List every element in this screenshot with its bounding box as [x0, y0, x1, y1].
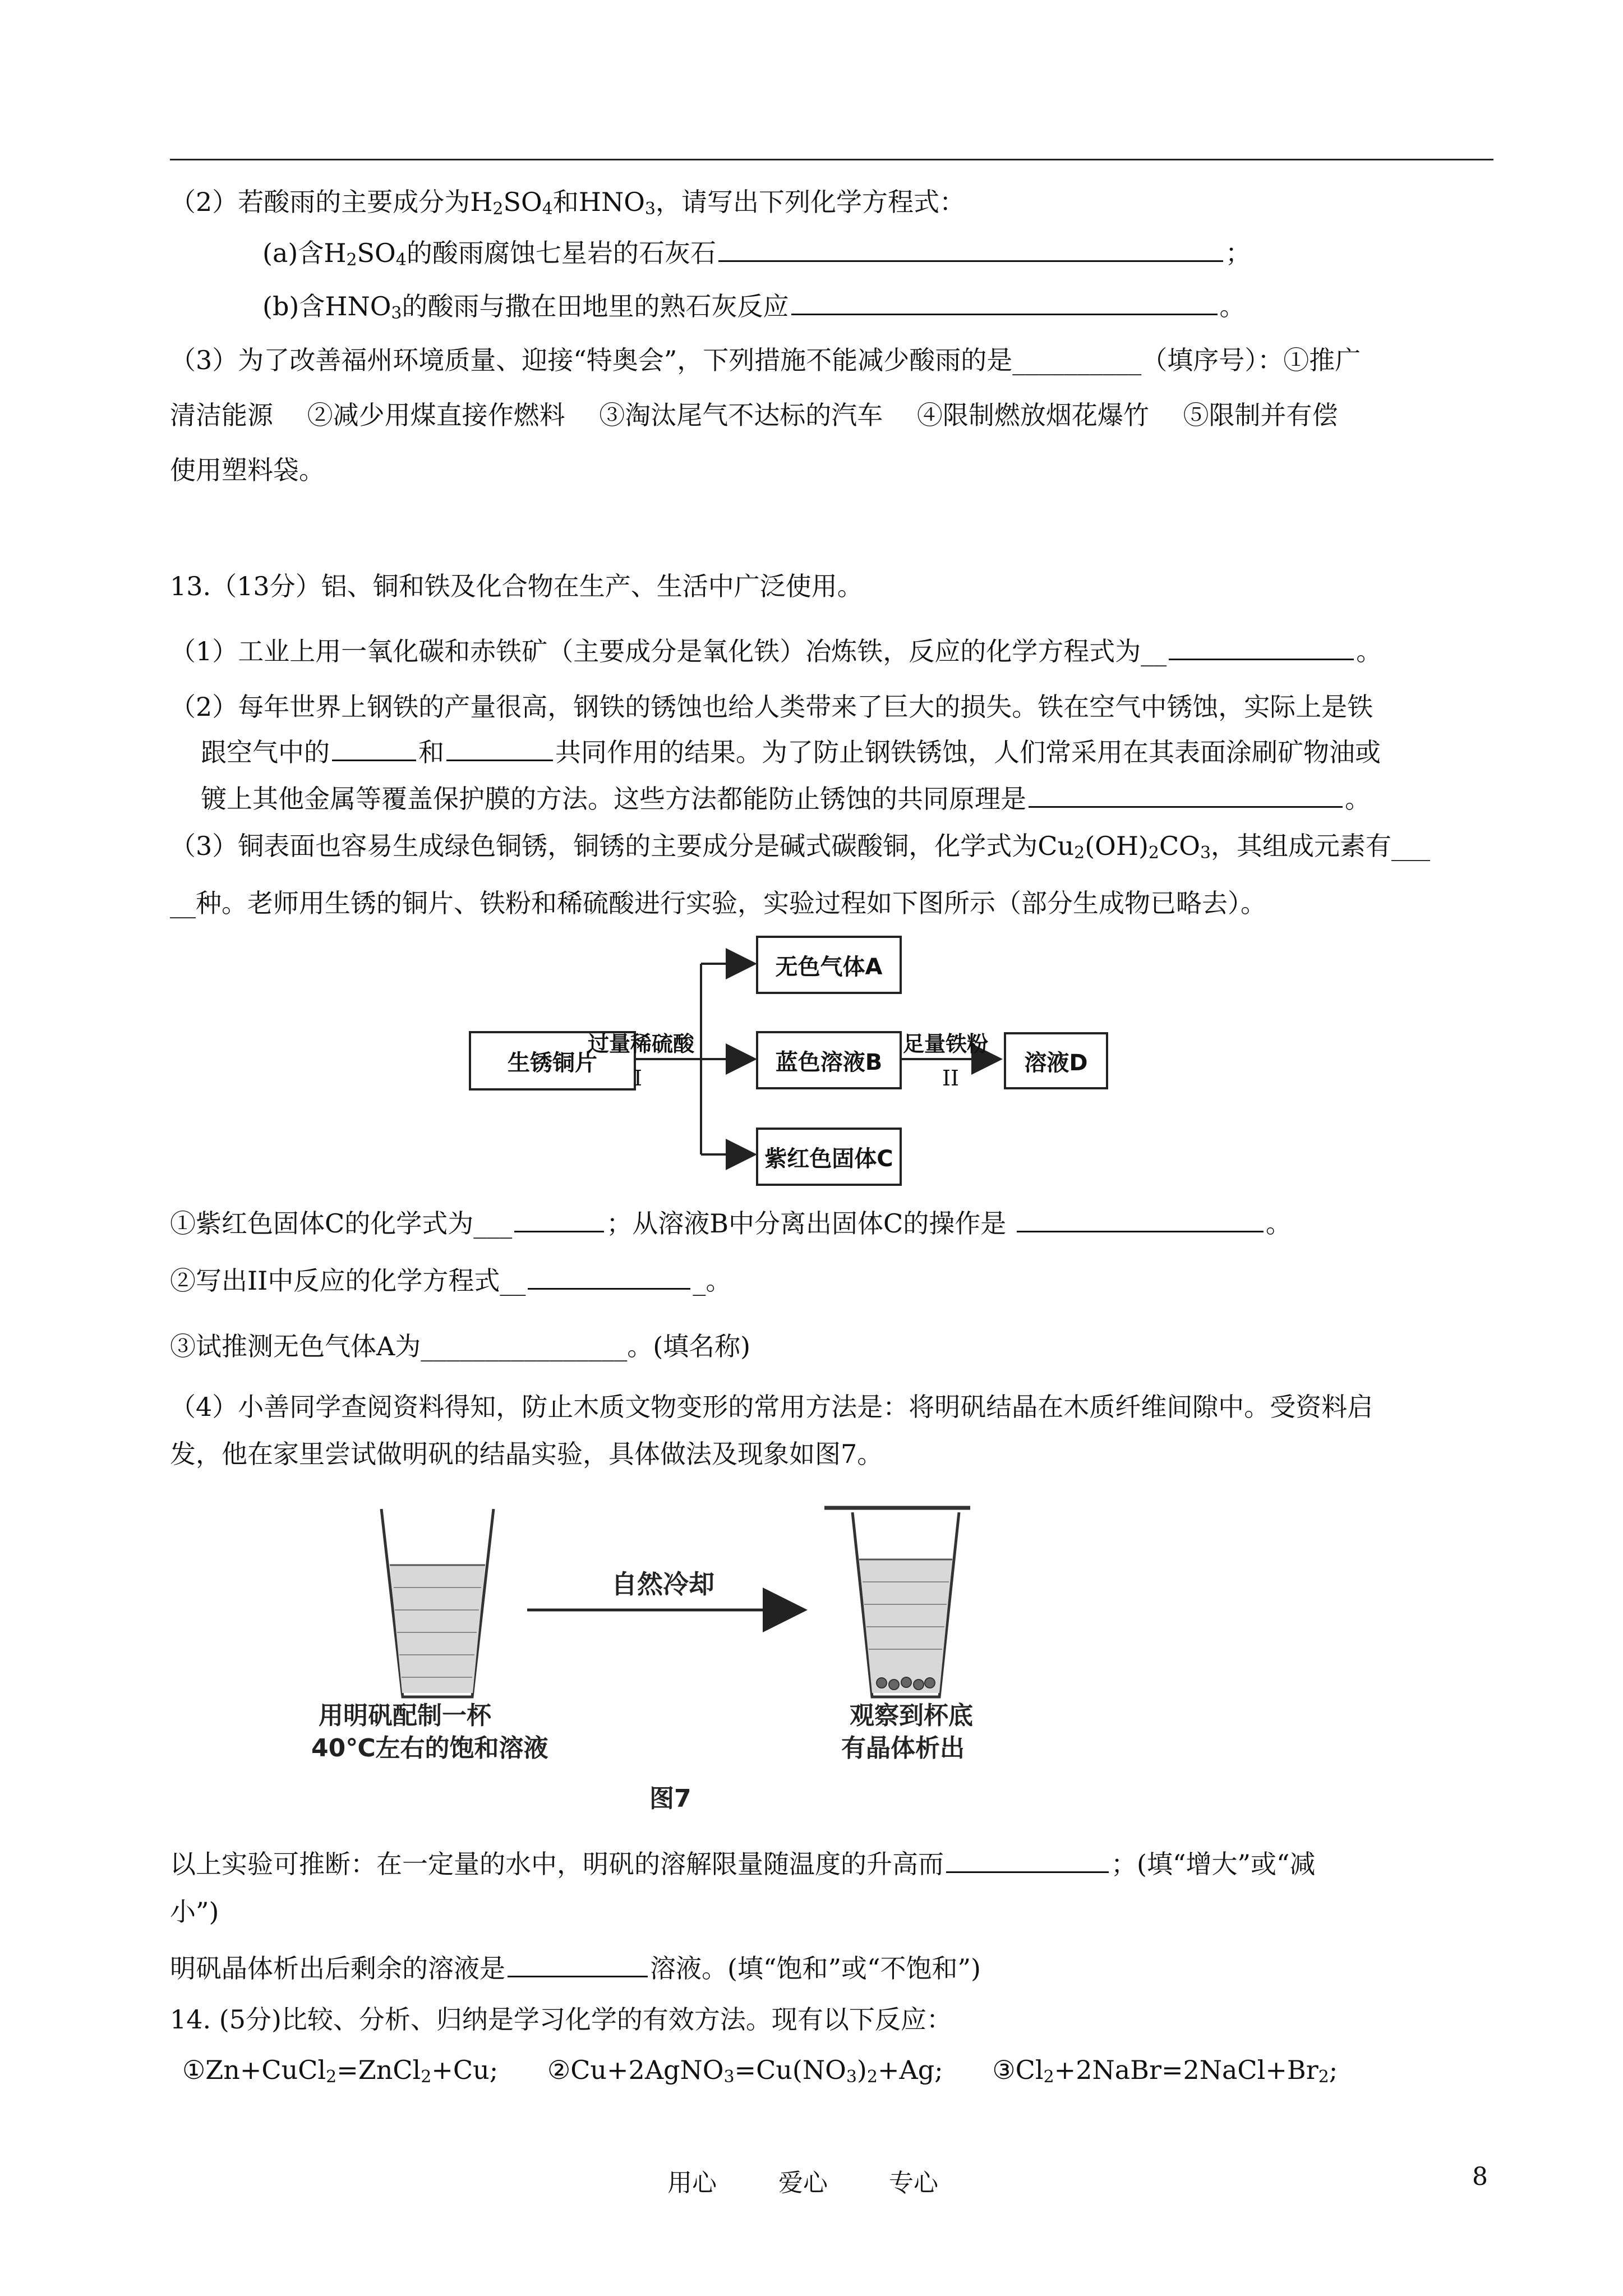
answer-blank[interactable]: [508, 1951, 648, 1977]
text: 。: [1265, 1208, 1292, 1239]
text: ；: [1225, 238, 1251, 268]
text: （1）工业上用一氧化碳和赤铁矿（主要成分是氧化铁）冶炼铁，反应的化学方程式为__: [170, 636, 1167, 666]
text: 以上实验可推断：在一定量的水中，明矾的溶解限量随温度的升高而: [170, 1849, 944, 1879]
text: ；(填“增大”或“减: [1111, 1849, 1316, 1879]
q13-sub3: ③试推测无色气体A为________________。(填名称): [170, 1331, 751, 1361]
q12-part3-line1: （3）为了改善福州环境质量、迎接“特奥会”，下列措施不能减少酸雨的是__________（填序号）：①推广: [170, 345, 1361, 375]
text: 和: [418, 737, 444, 767]
text: (b)含: [262, 291, 325, 321]
text: 和: [552, 187, 579, 217]
flow-step1-num: I: [634, 1066, 643, 1091]
fig-left-caption-1: 用明矾配制一杯: [319, 1701, 491, 1730]
text: 镀上其他金属等覆盖保护膜的方法。这些方法都能防止锈蚀的共同原理是: [201, 784, 1026, 814]
q12-part2-a: (a)含$H_2SO_4$的酸雨腐蚀七星岩的石灰石 ；: [262, 236, 1251, 270]
text: （2）若酸雨的主要成分为: [170, 187, 471, 217]
fig-right-caption-2: 有晶体析出: [841, 1734, 965, 1763]
text: =ZnCl: [336, 2055, 421, 2085]
text: 跟空气中的: [201, 737, 330, 767]
text: +2NaBr=2NaCl+Br: [1054, 2055, 1318, 2085]
text: 的酸雨与撒在田地里的熟石灰反应: [402, 291, 789, 321]
text: ①紫红色固体C的化学式为___: [170, 1208, 513, 1239]
fig-left-caption-2: 40℃左右的饱和溶液: [311, 1734, 548, 1763]
flow-step2-label: 足量铁粉: [903, 1032, 989, 1056]
text: ②Cu+2AgNO: [547, 2055, 724, 2085]
text: ③Cl: [992, 2055, 1044, 2085]
fig-number: 图7: [649, 1784, 691, 1813]
text: ): [856, 2055, 867, 2085]
flow-box-d: 溶液D: [1004, 1032, 1108, 1089]
text: _。: [693, 1266, 732, 1296]
q13-title: 13.（13分）铝、铜和铁及化合物在生产、生活中广泛使用。: [170, 571, 863, 601]
q13-part4-line2: 发，他在家里尝试做明矾的结晶实验，具体做法及现象如图7。: [170, 1439, 883, 1469]
footer-mid: 爱心: [778, 2169, 828, 2197]
text: 。: [1356, 636, 1382, 666]
text: CO: [1159, 831, 1200, 861]
footer-left: 用心: [667, 2169, 717, 2197]
text: ②写出II中反应的化学方程式__: [170, 1266, 526, 1296]
q13-conclusion-1: [170, 1847, 1316, 1881]
flow-box-c: 紫红色固体C: [756, 1128, 902, 1186]
q12-part3-line3: 使用塑料袋。: [170, 455, 325, 485]
q13-part3-line1: （3）铜表面也容易生成绿色铜锈，铜锈的主要成分是碱式碳酸铜，化学式为$Cu_2(OH)_2CO_3$，其组成元素有___: [170, 831, 1431, 863]
q12-part3-line2: 清洁能源 ②减少用煤直接作燃料 ③淘汰尾气不达标的汽车 ④限制燃放烟花爆竹 ⑤限制并有偿: [170, 400, 1338, 430]
flow-box-b: 蓝色溶液B: [756, 1031, 902, 1089]
text: 的酸雨腐蚀七星岩的石灰石: [406, 238, 716, 268]
q13-part3-line2: __种。老师用生锈的铜片、铁粉和稀硫酸进行实验，实验过程如下图所示（部分生成物已略去）。: [170, 888, 1266, 918]
flow-box-a: 无色气体A: [756, 936, 902, 994]
q13-part4-line1: （4）小善同学查阅资料得知，防止木质文物变形的常用方法是：将明矾结晶在木质纤维间隙中。受资料启: [170, 1392, 1373, 1422]
text: +Ag;: [877, 2055, 943, 2085]
text: ，请写出下列化学方程式：: [656, 187, 965, 217]
text: (a)含: [262, 238, 324, 268]
flow-step2-num: II: [942, 1066, 960, 1091]
text: 明矾晶体析出后剩余的溶液是: [170, 1953, 505, 1984]
q14-title: 14. (5分)比较、分析、归纳是学习化学的有效方法。现有以下反应：: [170, 2004, 952, 2035]
flow-step1-label: 过量稀硫酸: [588, 1032, 695, 1056]
text: 共同作用的结果。为了防止钢铁锈蚀，人们常采用在其表面涂刷矿物油或: [555, 737, 1381, 767]
answer-blank[interactable]: [946, 1847, 1109, 1873]
text: 。: [1345, 784, 1371, 814]
text: +Cu;: [431, 2055, 499, 2085]
q13-part2-line1: （2）每年世界上钢铁的产量很高，钢铁的锈蚀也给人类带来了巨大的损失。铁在空气中锈蚀，实际上是铁: [170, 692, 1373, 722]
text: =Cu(NO: [734, 2055, 846, 2085]
text: 。: [1219, 291, 1246, 321]
page-number: 8: [1472, 2162, 1488, 2191]
flow-box-start: 生锈铜片: [469, 1031, 636, 1091]
text: ，其组成元素有___: [1211, 831, 1431, 861]
q13-conclusion-1-cont: 小”): [170, 1897, 219, 1927]
fig-arrow-label: 自然冷却: [611, 1569, 714, 1599]
text: ;: [1329, 2055, 1338, 2085]
q13-conclusion-2: [170, 1951, 981, 1985]
footer-right: 专心: [889, 2169, 938, 2197]
text: (OH): [1085, 831, 1149, 861]
q14-reactions: ①Zn+CuCl$_2$=ZnCl$_2$+Cu; $②Cu+2AgNO_3=Cu(NO_3)_2+Ag$; $③Cl_2+2NaBr=2NaCl+Br_2$;: [182, 2055, 1338, 2087]
text: （3）铜表面也容易生成绿色铜锈，铜锈的主要成分是碱式碳酸铜，化学式为Cu: [170, 831, 1075, 861]
q12-part2: （2）若酸雨的主要成分为$H_2SO_4$和$HNO_3$，请写出下列化学方程式：: [170, 187, 965, 219]
text: ①Zn+CuCl: [182, 2055, 326, 2085]
fig-right-caption-1: 观察到杯底: [850, 1701, 973, 1730]
text: ；从溶液B中分离出固体C的操作是: [606, 1208, 1007, 1239]
text: 溶液。(填“饱和”或“不饱和”): [650, 1953, 981, 1984]
q12-part2-b: (b)含$HNO_3$的酸雨与撒在田地里的熟石灰反应 。: [262, 289, 1246, 323]
